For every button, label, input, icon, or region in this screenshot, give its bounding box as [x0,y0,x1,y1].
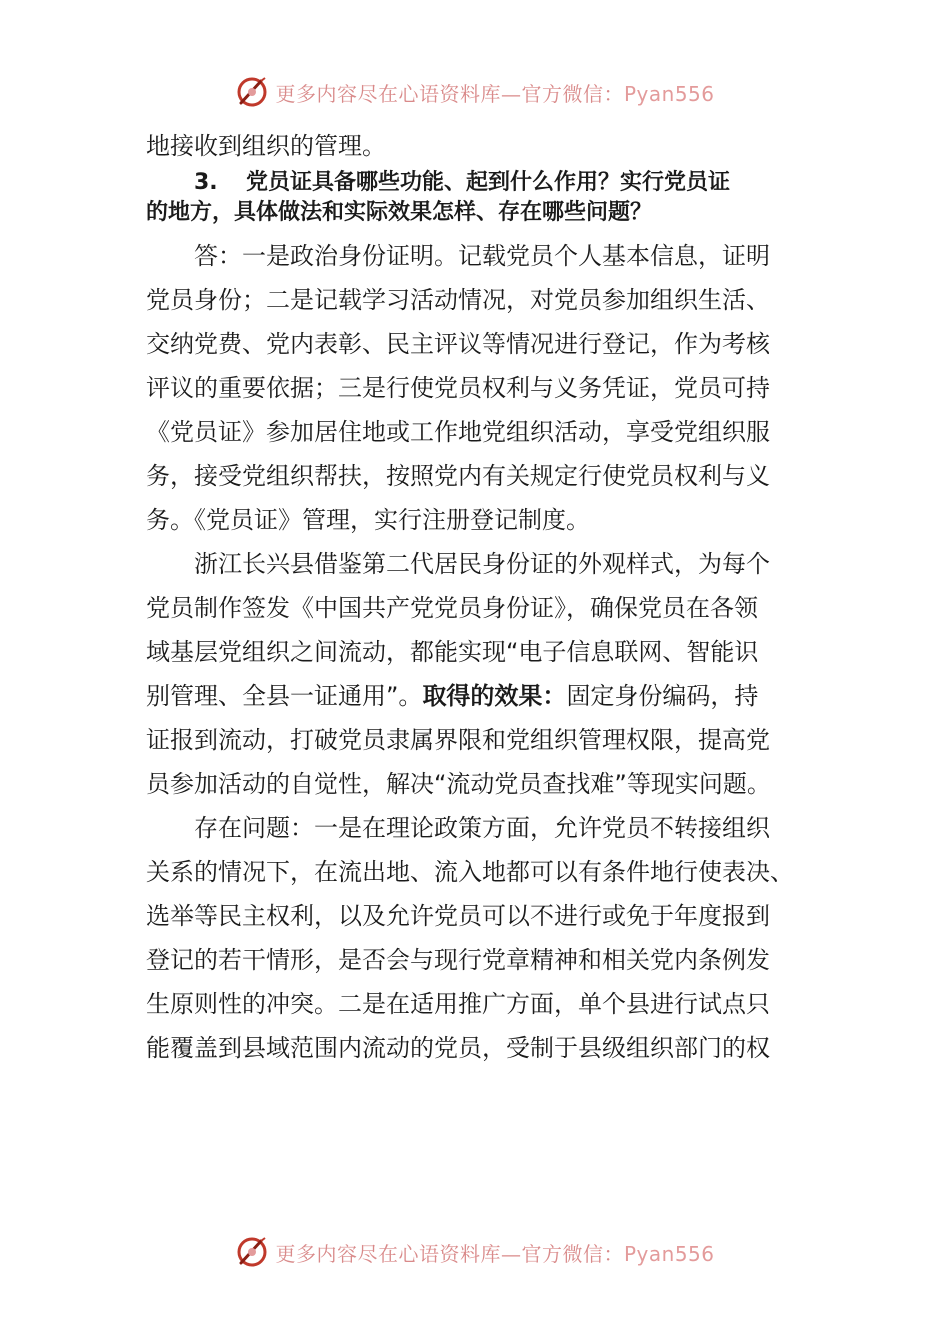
problems-line: 选举等民主权利，以及允许党员可以不进行或免于年度报到 [146,902,770,930]
problems-paragraph [146,806,814,1070]
zhejiang-paragraph [146,542,814,806]
answer-line: 《党员证》参加居住地或工作地党组织活动，享受党组织服 [146,418,770,446]
answer-line: 务，接受党组织帮扶，按照党内有关规定行使党员权利与义 [146,462,770,490]
question-number: 3. [194,170,218,195]
wechat-id: Pyan556 [623,81,715,106]
zhejiang-line: 别管理、全县一证通用”。取得的效果：固定身份编码，持 [146,682,759,710]
wechat-id: Pyan556 [623,1241,715,1266]
question-line-2: 的地方，具体做法和实际效果怎样、存在哪些问题？ [146,200,653,225]
problems-line: 存在问题：一是在理论政策方面，允许党员不转接组织 [194,814,770,842]
continuation-line: 地接收到组织的管理。 [146,132,386,160]
zhejiang-line: 域基层党组织之间流动，都能实现“电子信息联网、智能识 [146,638,759,666]
brand-logo-icon [235,1235,269,1269]
answer-line: 答：一是政治身份证明。记载党员个人基本信息，证明 [194,242,770,270]
answer-line: 务。《党员证》管理，实行注册登记制度。 [146,506,590,534]
problems-line: 生原则性的冲突。二是在适用推广方面，单个县进行试点只 [146,990,770,1018]
answer-line: 党员身份；二是记载学习活动情况，对党员参加组织生活、 [146,286,770,314]
zhejiang-line: 证报到流动，打破党员隶属界限和党组织管理权限，提高党 [146,726,770,754]
problems-line: 登记的若干情形，是否会与现行党章精神和相关党内条例发 [146,946,770,974]
document-body [146,124,814,1070]
zhejiang-line: 员参加活动的自觉性，解决“流动党员查找难”等现实问题。 [146,770,771,798]
answer-line: 交纳党费、党内表彰、民主评议等情况进行登记，作为考核 [146,330,770,358]
zhejiang-line: 党员制作签发《中国共产党党员身份证》，确保党员在各领 [146,594,758,622]
answer-paragraph [146,234,814,542]
problems-line: 关系的情况下，在流出地、流入地都可以有条件地行使表决、 [146,858,794,886]
problems-line: 能覆盖到县域范围内流动的党员，受制于县级组织部门的权 [146,1034,770,1062]
question-line-1: 党员证具备哪些功能、起到什么作用？实行党员证 [246,170,731,195]
watermark-text: 更多内容尽在心语资料库—官方微信：Pyan556 [275,81,715,106]
watermark-text: 更多内容尽在心语资料库—官方微信：Pyan556 [275,1241,715,1266]
footer-watermark [0,1232,950,1272]
question-heading [146,168,814,228]
effect-label: 取得的效果： [422,682,567,710]
zhejiang-line: 浙江长兴县借鉴第二代居民身份证的外观样式，为每个 [194,550,770,578]
header-watermark [0,72,950,112]
brand-logo-icon [235,75,269,109]
answer-line: 评议的重要依据；三是行使党员权利与义务凭证，党员可持 [146,374,770,402]
